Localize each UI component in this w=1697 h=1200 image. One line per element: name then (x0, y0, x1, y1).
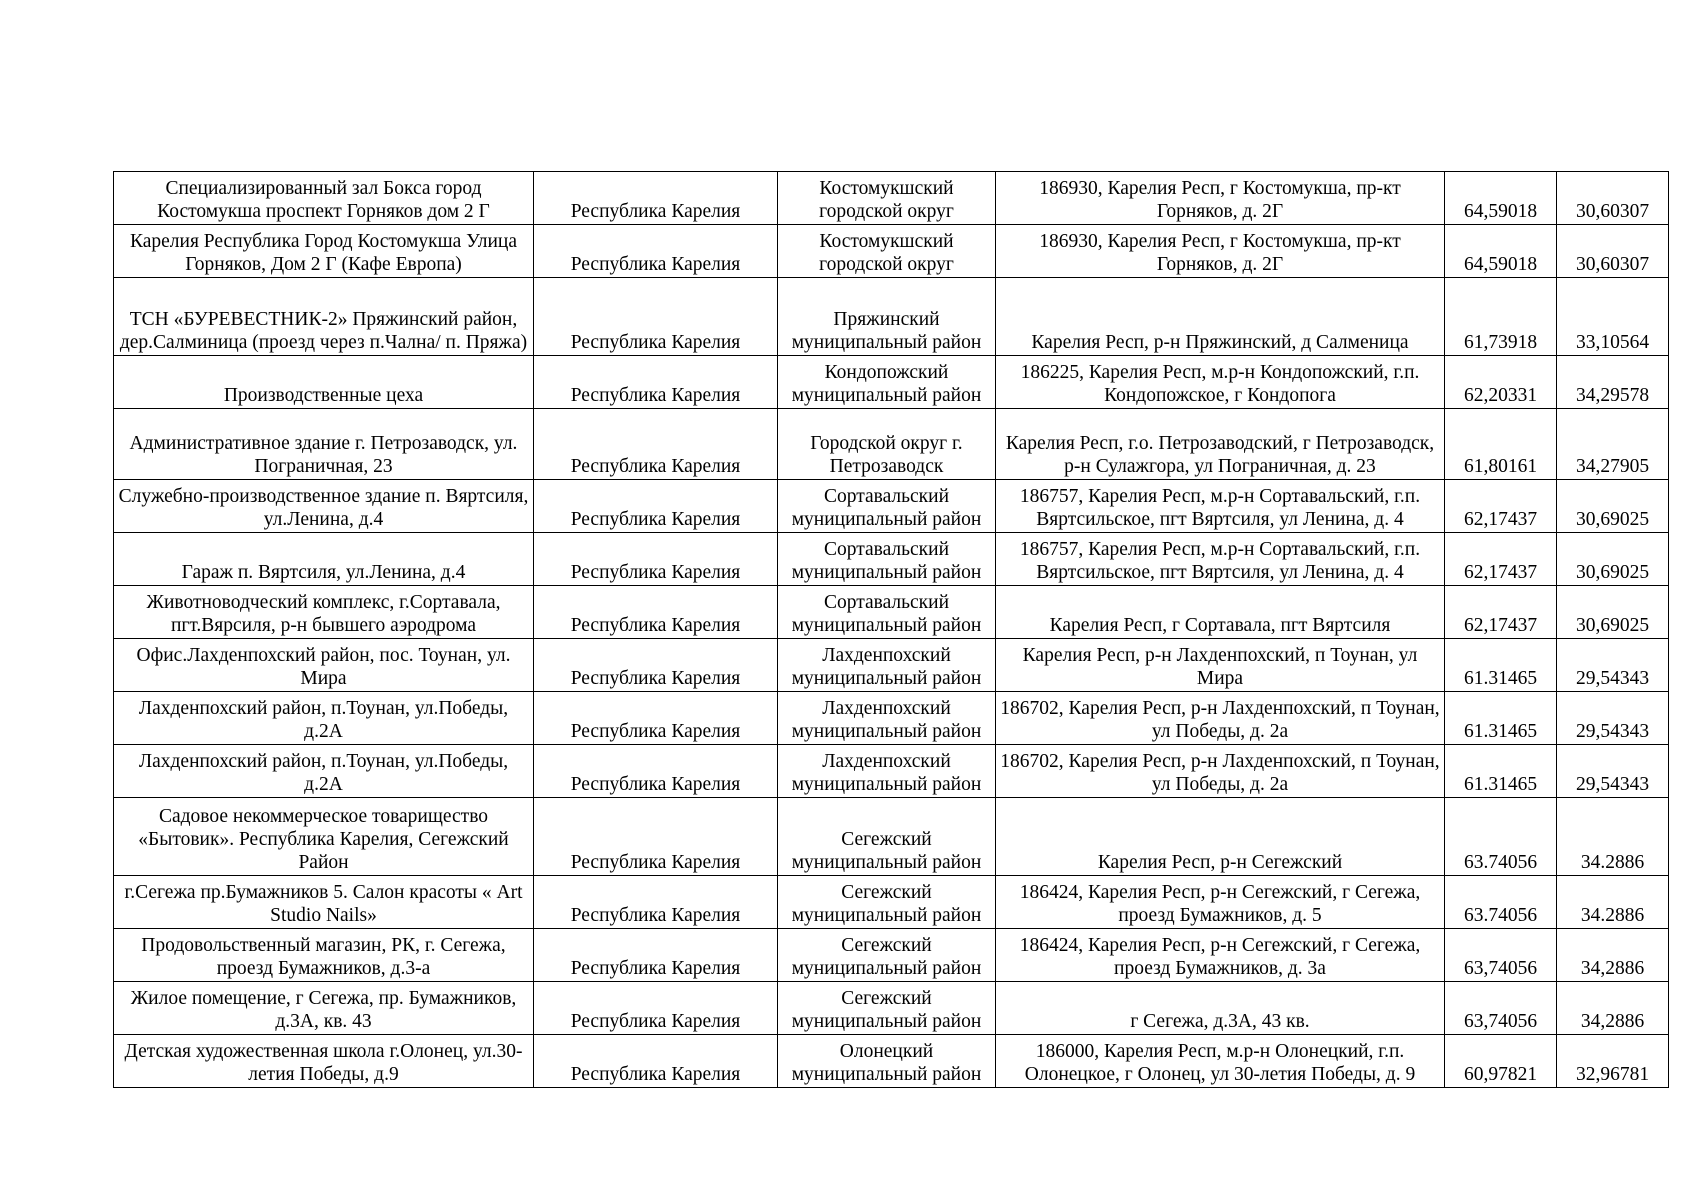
cell-longitude: 30,69025 (1557, 533, 1669, 586)
cell-region: Республика Карелия (534, 356, 778, 409)
cell-region: Республика Карелия (534, 876, 778, 929)
cell-object-name: Офис.Лахденпохский район, пос. Тоунан, ул. Мира (114, 639, 534, 692)
cell-latitude: 62,17437 (1445, 480, 1557, 533)
table-row (114, 278, 1669, 356)
cell-address: Карелия Респ, р-н Лахденпохский, п Тоунан, ул Мира (996, 639, 1445, 692)
cell-object-name: Административное здание г. Петрозаводск, ул. Пограничная, 23 (114, 409, 534, 480)
table-row (114, 745, 1669, 798)
cell-district: Сегежский муниципальный район (778, 798, 996, 876)
cell-latitude: 60,97821 (1445, 1035, 1557, 1088)
cell-address: 186930, Карелия Респ, г Костомукша, пр-кт Горняков, д. 2Г (996, 225, 1445, 278)
cell-district: Кондопожский муниципальный район (778, 356, 996, 409)
cell-latitude: 64,59018 (1445, 172, 1557, 225)
cell-object-name: ТСН «БУРЕВЕСТНИК-2» Пряжинский район, дер.Салминица (проезд через п.Чална/ п. Пряжа) (114, 278, 534, 356)
cell-region: Республика Карелия (534, 480, 778, 533)
objects-table (113, 171, 1669, 1088)
cell-district: Сортавальский муниципальный район (778, 586, 996, 639)
cell-address: 186757, Карелия Респ, м.р-н Сортавальский, г.п. Вяртсильское, пгт Вяртсиля, ул Ленина, д. 4 (996, 533, 1445, 586)
cell-object-name: Производственные цеха (114, 356, 534, 409)
cell-object-name: Детская художественная школа г.Олонец, ул.30-летия Победы, д.9 (114, 1035, 534, 1088)
cell-address: 186930, Карелия Респ, г Костомукша, пр-кт Горняков, д. 2Г (996, 172, 1445, 225)
cell-address: 186424, Карелия Респ, р-н Сегежский, г Сегежа, проезд Бумажников, д. 5 (996, 876, 1445, 929)
cell-region: Республика Карелия (534, 1035, 778, 1088)
cell-address: Карелия Респ, р-н Пряжинский, д Салменица (996, 278, 1445, 356)
cell-address: 186757, Карелия Респ, м.р-н Сортавальский, г.п. Вяртсильское, пгт Вяртсиля, ул Ленина, д. 4 (996, 480, 1445, 533)
table-row (114, 533, 1669, 586)
cell-longitude: 34.2886 (1557, 798, 1669, 876)
cell-object-name: Жилое помещение, г Сегежа, пр. Бумажников, д.3А, кв. 43 (114, 982, 534, 1035)
cell-district: Лахденпохский муниципальный район (778, 692, 996, 745)
cell-longitude: 30,69025 (1557, 586, 1669, 639)
table-body (114, 172, 1669, 1088)
cell-district: Лахденпохский муниципальный район (778, 639, 996, 692)
cell-region: Республика Карелия (534, 409, 778, 480)
cell-region: Республика Карелия (534, 533, 778, 586)
cell-region: Республика Карелия (534, 692, 778, 745)
cell-latitude: 63,74056 (1445, 982, 1557, 1035)
cell-latitude: 63,74056 (1445, 929, 1557, 982)
cell-address: г Сегежа, д.3А, 43 кв. (996, 982, 1445, 1035)
cell-region: Республика Карелия (534, 798, 778, 876)
cell-latitude: 61.31465 (1445, 692, 1557, 745)
table-row (114, 409, 1669, 480)
cell-latitude: 64,59018 (1445, 225, 1557, 278)
cell-longitude: 34,27905 (1557, 409, 1669, 480)
cell-longitude: 30,60307 (1557, 172, 1669, 225)
table-row (114, 929, 1669, 982)
cell-latitude: 61,73918 (1445, 278, 1557, 356)
cell-longitude: 34,29578 (1557, 356, 1669, 409)
cell-object-name: Служебно-производственное здание п. Вяртсиля, ул.Ленина, д.4 (114, 480, 534, 533)
cell-latitude: 61.31465 (1445, 745, 1557, 798)
cell-object-name: Лахденпохский район, п.Тоунан, ул.Победы, д.2А (114, 745, 534, 798)
cell-latitude: 63.74056 (1445, 798, 1557, 876)
cell-district: Сегежский муниципальный район (778, 929, 996, 982)
cell-object-name: Садовое некоммерческое товарищество «Бытовик». Республика Карелия, Сегежский Район (114, 798, 534, 876)
cell-longitude: 30,69025 (1557, 480, 1669, 533)
cell-address: Карелия Респ, г.о. Петрозаводский, г Петрозаводск, р-н Сулажгора, ул Пограничная, д. 23 (996, 409, 1445, 480)
table-row (114, 798, 1669, 876)
cell-longitude: 32,96781 (1557, 1035, 1669, 1088)
cell-address: Карелия Респ, г Сортавала, пгт Вяртсиля (996, 586, 1445, 639)
table-row (114, 1035, 1669, 1088)
cell-address: 186225, Карелия Респ, м.р-н Кондопожский, г.п. Кондопожское, г Кондопога (996, 356, 1445, 409)
cell-district: Сегежский муниципальный район (778, 982, 996, 1035)
cell-district: Лахденпохский муниципальный район (778, 745, 996, 798)
cell-object-name: Карелия Республика Город Костомукша Улица Горняков, Дом 2 Г (Кафе Европа) (114, 225, 534, 278)
cell-district: Олонецкий муниципальный район (778, 1035, 996, 1088)
cell-address: Карелия Респ, р-н Сегежский (996, 798, 1445, 876)
cell-latitude: 62,17437 (1445, 586, 1557, 639)
table-row (114, 172, 1669, 225)
cell-longitude: 33,10564 (1557, 278, 1669, 356)
cell-region: Республика Карелия (534, 172, 778, 225)
table-row (114, 876, 1669, 929)
cell-address: 186424, Карелия Респ, р-н Сегежский, г Сегежа, проезд Бумажников, д. 3а (996, 929, 1445, 982)
cell-region: Республика Карелия (534, 982, 778, 1035)
cell-district: Костомукшский городской округ (778, 225, 996, 278)
cell-object-name: Лахденпохский район, п.Тоунан, ул.Победы, д.2А (114, 692, 534, 745)
cell-longitude: 34,2886 (1557, 929, 1669, 982)
cell-latitude: 62,20331 (1445, 356, 1557, 409)
cell-object-name: г.Сегежа пр.Бумажников 5. Салон красоты « Art Studio Nails» (114, 876, 534, 929)
cell-address: 186000, Карелия Респ, м.р-н Олонецкий, г.п. Олонецкое, г Олонец, ул 30-летия Победы, д. 9 (996, 1035, 1445, 1088)
cell-latitude: 61,80161 (1445, 409, 1557, 480)
cell-district: Костомукшский городской округ (778, 172, 996, 225)
cell-longitude: 30,60307 (1557, 225, 1669, 278)
table-row (114, 586, 1669, 639)
cell-region: Республика Карелия (534, 745, 778, 798)
cell-object-name: Животноводческий комплекс, г.Сортавала, пгт.Вярсиля, р-н бывшего аэродрома (114, 586, 534, 639)
table-row (114, 356, 1669, 409)
cell-address: 186702, Карелия Респ, р-н Лахденпохский, п Тоунан, ул Победы, д. 2а (996, 692, 1445, 745)
cell-latitude: 63.74056 (1445, 876, 1557, 929)
cell-object-name: Специализированный зал Бокса город Костомукша проспект Горняков дом 2 Г (114, 172, 534, 225)
cell-region: Республика Карелия (534, 929, 778, 982)
cell-longitude: 29,54343 (1557, 639, 1669, 692)
cell-latitude: 61.31465 (1445, 639, 1557, 692)
cell-district: Сортавальский муниципальный район (778, 480, 996, 533)
cell-region: Республика Карелия (534, 586, 778, 639)
cell-object-name: Продовольственный магазин, РК, г. Сегежа, проезд Бумажников, д.3-а (114, 929, 534, 982)
cell-district: Сортавальский муниципальный район (778, 533, 996, 586)
cell-longitude: 34.2886 (1557, 876, 1669, 929)
cell-district: Сегежский муниципальный район (778, 876, 996, 929)
cell-region: Республика Карелия (534, 278, 778, 356)
table-row (114, 692, 1669, 745)
table-row (114, 480, 1669, 533)
table-row (114, 639, 1669, 692)
cell-latitude: 62,17437 (1445, 533, 1557, 586)
cell-region: Республика Карелия (534, 639, 778, 692)
cell-address: 186702, Карелия Респ, р-н Лахденпохский, п Тоунан, ул Победы, д. 2а (996, 745, 1445, 798)
cell-longitude: 34,2886 (1557, 982, 1669, 1035)
cell-district: Пряжинский муниципальный район (778, 278, 996, 356)
cell-object-name: Гараж п. Вяртсиля, ул.Ленина, д.4 (114, 533, 534, 586)
cell-longitude: 29,54343 (1557, 692, 1669, 745)
table-row (114, 225, 1669, 278)
cell-longitude: 29,54343 (1557, 745, 1669, 798)
cell-district: Городской округ г. Петрозаводск (778, 409, 996, 480)
cell-region: Республика Карелия (534, 225, 778, 278)
table-row (114, 982, 1669, 1035)
